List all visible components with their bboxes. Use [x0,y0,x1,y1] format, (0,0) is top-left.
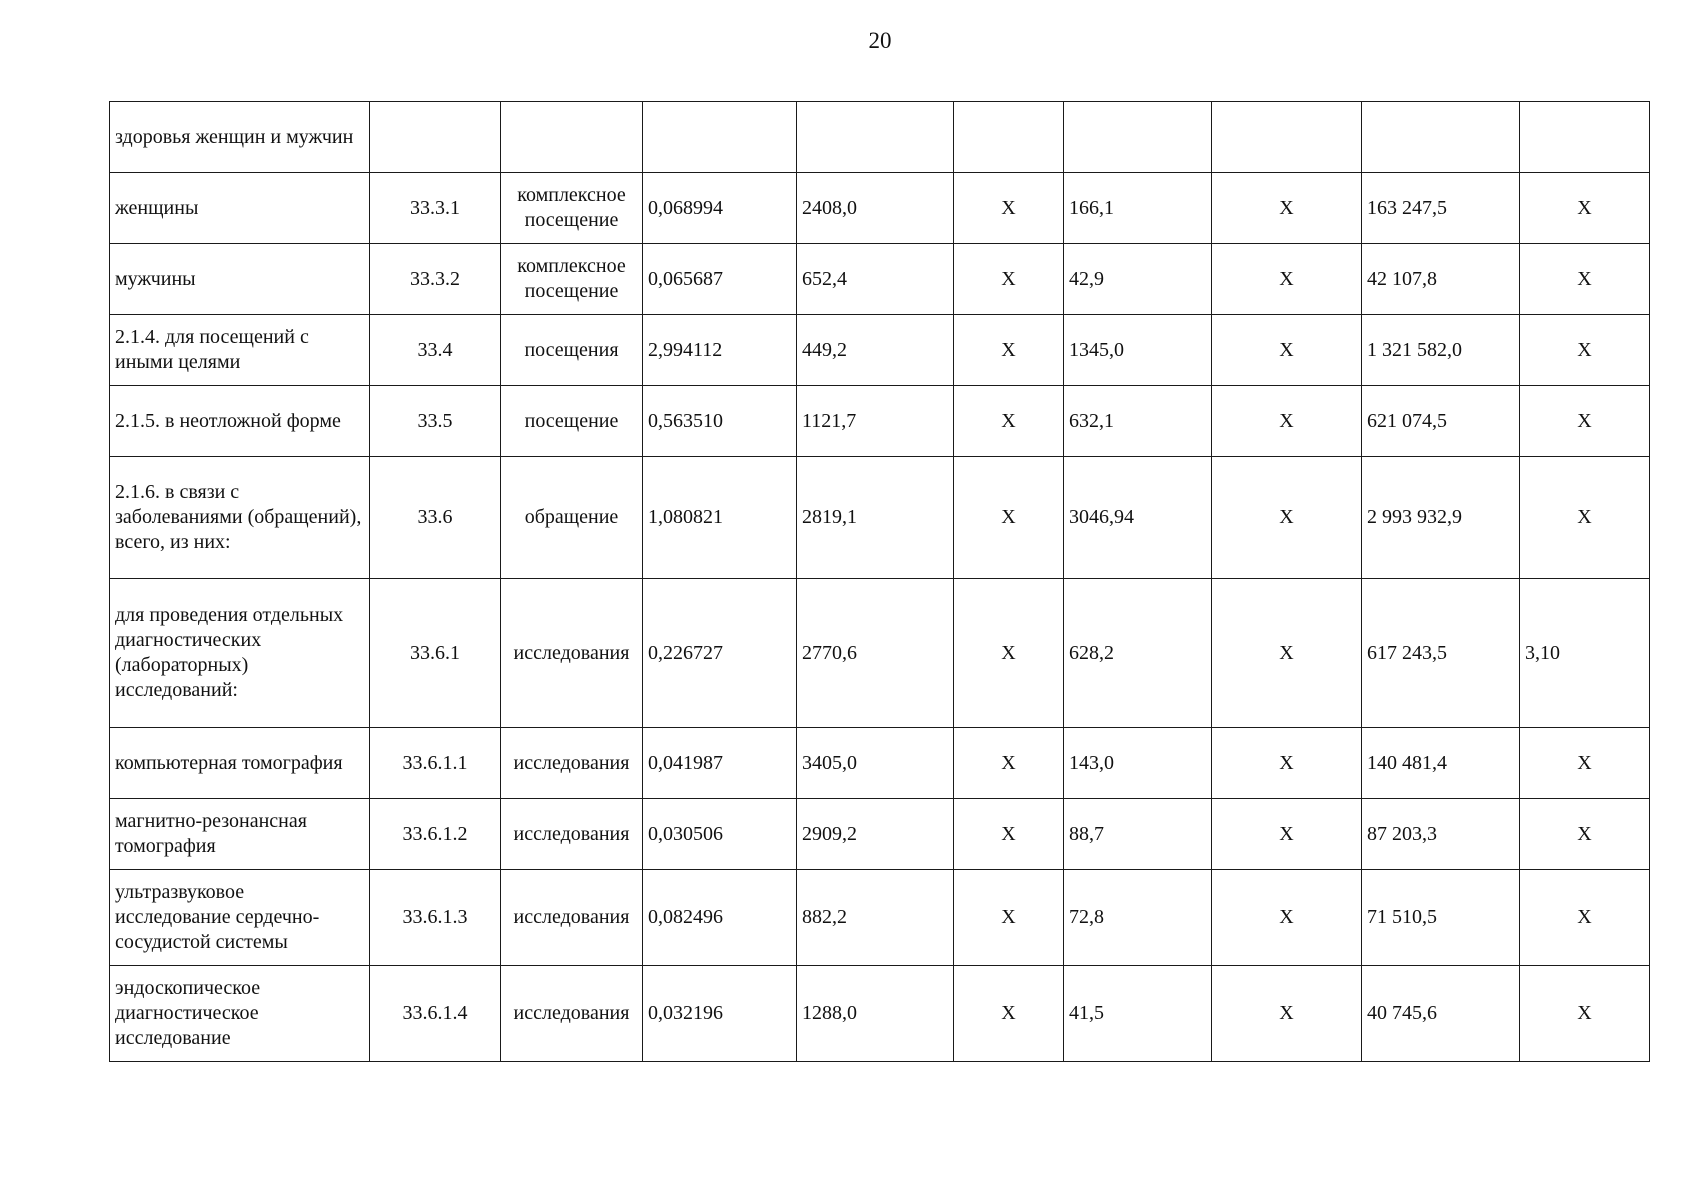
cell-name: 2.1.5. в неотложной форме [110,386,370,457]
cell-col4 [643,102,797,173]
cell-col8: X [1212,728,1362,799]
cell-col8: X [1212,315,1362,386]
cell-col8 [1212,102,1362,173]
cell-col7: 3046,94 [1064,457,1212,579]
cell-col6: X [954,870,1064,966]
cell-unit: посещение [501,386,643,457]
cell-col6: X [954,386,1064,457]
cell-col9: 163 247,5 [1362,173,1520,244]
cell-col4: 2,994112 [643,315,797,386]
cell-col9: 621 074,5 [1362,386,1520,457]
cell-code: 33.3.2 [370,244,501,315]
cell-col8: X [1212,870,1362,966]
table-row [110,966,1650,1062]
cell-col8: X [1212,386,1362,457]
cell-col9: 87 203,3 [1362,799,1520,870]
cell-col5: 652,4 [797,244,954,315]
cell-name: женщины [110,173,370,244]
table-row [110,728,1650,799]
cell-col9: 140 481,4 [1362,728,1520,799]
cell-col7: 1345,0 [1064,315,1212,386]
cell-name: компьютерная томография [110,728,370,799]
cell-code: 33.6.1.2 [370,799,501,870]
cell-col6: X [954,579,1064,728]
cell-col5: 2819,1 [797,457,954,579]
cell-col5: 1288,0 [797,966,954,1062]
page-number: 20 [868,28,892,53]
cell-col8: X [1212,457,1362,579]
cell-unit: комплексное посещение [501,244,643,315]
cell-col10: X [1520,386,1650,457]
table-row [110,244,1650,315]
cell-col10: X [1520,870,1650,966]
cell-col5: 2909,2 [797,799,954,870]
cell-unit: исследования [501,579,643,728]
cell-col7: 41,5 [1064,966,1212,1062]
table-row [110,386,1650,457]
cell-col6: X [954,315,1064,386]
cell-col6: X [954,244,1064,315]
cell-col8: X [1212,799,1362,870]
cell-name: мужчины [110,244,370,315]
cell-col10: X [1520,966,1650,1062]
cell-code [370,102,501,173]
cell-col5: 2408,0 [797,173,954,244]
cell-unit: исследования [501,799,643,870]
cell-col4: 0,030506 [643,799,797,870]
cell-code: 33.3.1 [370,173,501,244]
cell-name: 2.1.4. для посещений с иными целями [110,315,370,386]
cell-code: 33.5 [370,386,501,457]
cell-col5: 1121,7 [797,386,954,457]
table-row [110,102,1650,173]
cell-col4: 0,563510 [643,386,797,457]
cell-name: для проведения отдельных диагностических (лабораторных) исследований: [110,579,370,728]
cell-col8: X [1212,173,1362,244]
cell-col7: 143,0 [1064,728,1212,799]
table-row [110,799,1650,870]
cell-col8: X [1212,244,1362,315]
cell-code: 33.6 [370,457,501,579]
cell-name: здоровья женщин и мужчин [110,102,370,173]
cell-col5: 2770,6 [797,579,954,728]
cell-col6: X [954,457,1064,579]
tariff-table [109,101,1650,1062]
table-row [110,870,1650,966]
cell-col4: 0,082496 [643,870,797,966]
cell-col5: 882,2 [797,870,954,966]
cell-unit [501,102,643,173]
cell-col4: 0,041987 [643,728,797,799]
cell-col10 [1520,102,1650,173]
cell-col9 [1362,102,1520,173]
cell-col7: 88,7 [1064,799,1212,870]
cell-col7: 166,1 [1064,173,1212,244]
cell-code: 33.6.1 [370,579,501,728]
cell-name: 2.1.6. в связи с заболеваниями (обращений), всего, из них: [110,457,370,579]
table-row [110,457,1650,579]
cell-unit: посещения [501,315,643,386]
cell-code: 33.6.1.1 [370,728,501,799]
cell-col7: 42,9 [1064,244,1212,315]
cell-code: 33.4 [370,315,501,386]
cell-col5: 449,2 [797,315,954,386]
cell-col9: 617 243,5 [1362,579,1520,728]
cell-name: магнитно-резонансная томография [110,799,370,870]
cell-col5 [797,102,954,173]
cell-col6 [954,102,1064,173]
table-row [110,173,1650,244]
cell-col8: X [1212,579,1362,728]
cell-col4: 0,032196 [643,966,797,1062]
cell-col6: X [954,966,1064,1062]
cell-col4: 0,068994 [643,173,797,244]
cell-unit: исследования [501,728,643,799]
cell-col9: 71 510,5 [1362,870,1520,966]
cell-name: ультразвуковое исследование сердечно-сосудистой системы [110,870,370,966]
cell-col10: X [1520,728,1650,799]
cell-col6: X [954,799,1064,870]
cell-col4: 0,065687 [643,244,797,315]
cell-col7: 72,8 [1064,870,1212,966]
cell-col8: X [1212,966,1362,1062]
cell-code: 33.6.1.4 [370,966,501,1062]
cell-col9: 1 321 582,0 [1362,315,1520,386]
cell-col9: 2 993 932,9 [1362,457,1520,579]
cell-col6: X [954,728,1064,799]
cell-col9: 42 107,8 [1362,244,1520,315]
cell-code: 33.6.1.3 [370,870,501,966]
cell-col7: 632,1 [1064,386,1212,457]
cell-col10: X [1520,244,1650,315]
cell-unit: исследования [501,966,643,1062]
cell-col7: 628,2 [1064,579,1212,728]
cell-col4: 1,080821 [643,457,797,579]
cell-unit: обращение [501,457,643,579]
cell-col10: X [1520,457,1650,579]
cell-col10: X [1520,173,1650,244]
cell-col10: 3,10 [1520,579,1650,728]
table-row [110,315,1650,386]
cell-unit: комплексное посещение [501,173,643,244]
cell-unit: исследования [501,870,643,966]
cell-col4: 0,226727 [643,579,797,728]
cell-col7 [1064,102,1212,173]
table-row [110,579,1650,728]
cell-col10: X [1520,315,1650,386]
cell-col6: X [954,173,1064,244]
cell-col10: X [1520,799,1650,870]
cell-col9: 40 745,6 [1362,966,1520,1062]
cell-col5: 3405,0 [797,728,954,799]
cell-name: эндоскопическое диагностическое исследование [110,966,370,1062]
